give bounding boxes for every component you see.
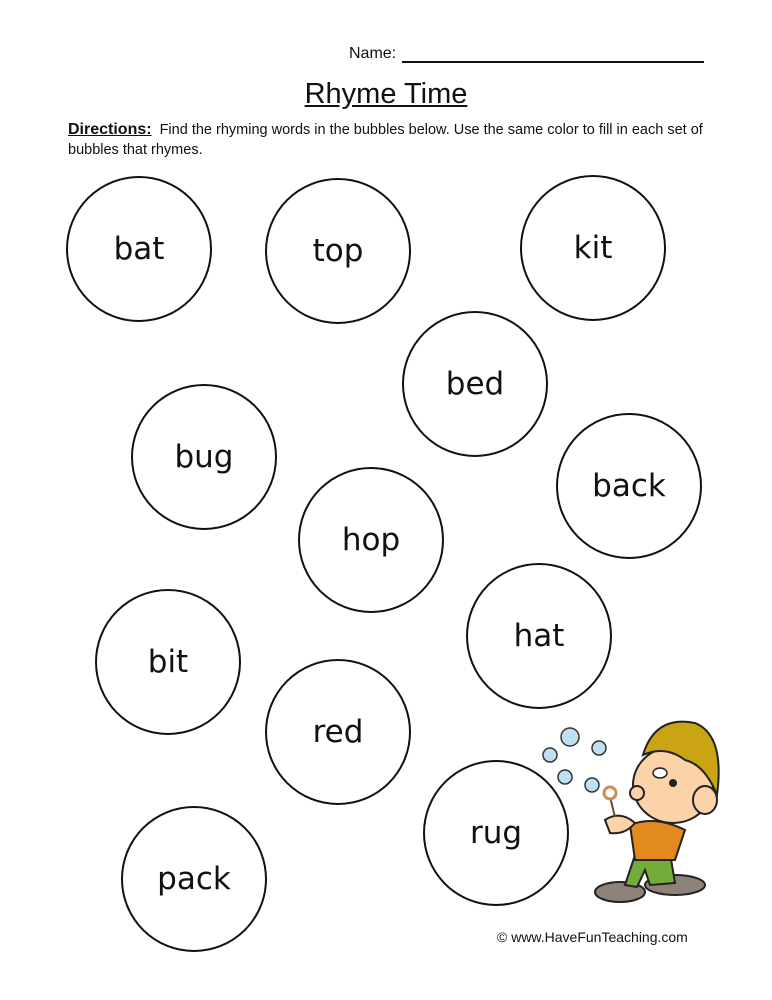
page-title: Rhyme Time <box>304 78 468 110</box>
name-line[interactable] <box>402 45 704 63</box>
boy-blowing-bubbles-illustration <box>525 705 735 905</box>
directions-label: Directions: <box>68 121 152 138</box>
name-field[interactable] <box>349 45 704 63</box>
bubble-pack[interactable]: pack <box>121 806 267 952</box>
bubble-bit[interactable]: bit <box>95 589 241 735</box>
bubble-red[interactable]: red <box>265 659 411 805</box>
bubble-bug[interactable]: bug <box>131 384 277 530</box>
bubble-hat[interactable]: hat <box>466 563 612 709</box>
bubble-hop[interactable]: hop <box>298 467 444 613</box>
bubble-bat[interactable]: bat <box>66 176 212 322</box>
bubble-bed[interactable]: bed <box>402 311 548 457</box>
bubble-top[interactable]: top <box>265 178 411 324</box>
directions <box>68 120 718 160</box>
name-label: Name: <box>349 45 397 62</box>
bubble-rug[interactable]: rug <box>423 760 569 906</box>
bubble-kit[interactable]: kit <box>520 175 666 321</box>
copyright-footer: © www.HaveFunTeaching.com <box>497 929 688 945</box>
bubble-back[interactable]: back <box>556 413 702 559</box>
directions-text: Find the rhyming words in the bubbles below. Use the same color to fill in each set of bubbles that rhymes. <box>68 122 703 158</box>
